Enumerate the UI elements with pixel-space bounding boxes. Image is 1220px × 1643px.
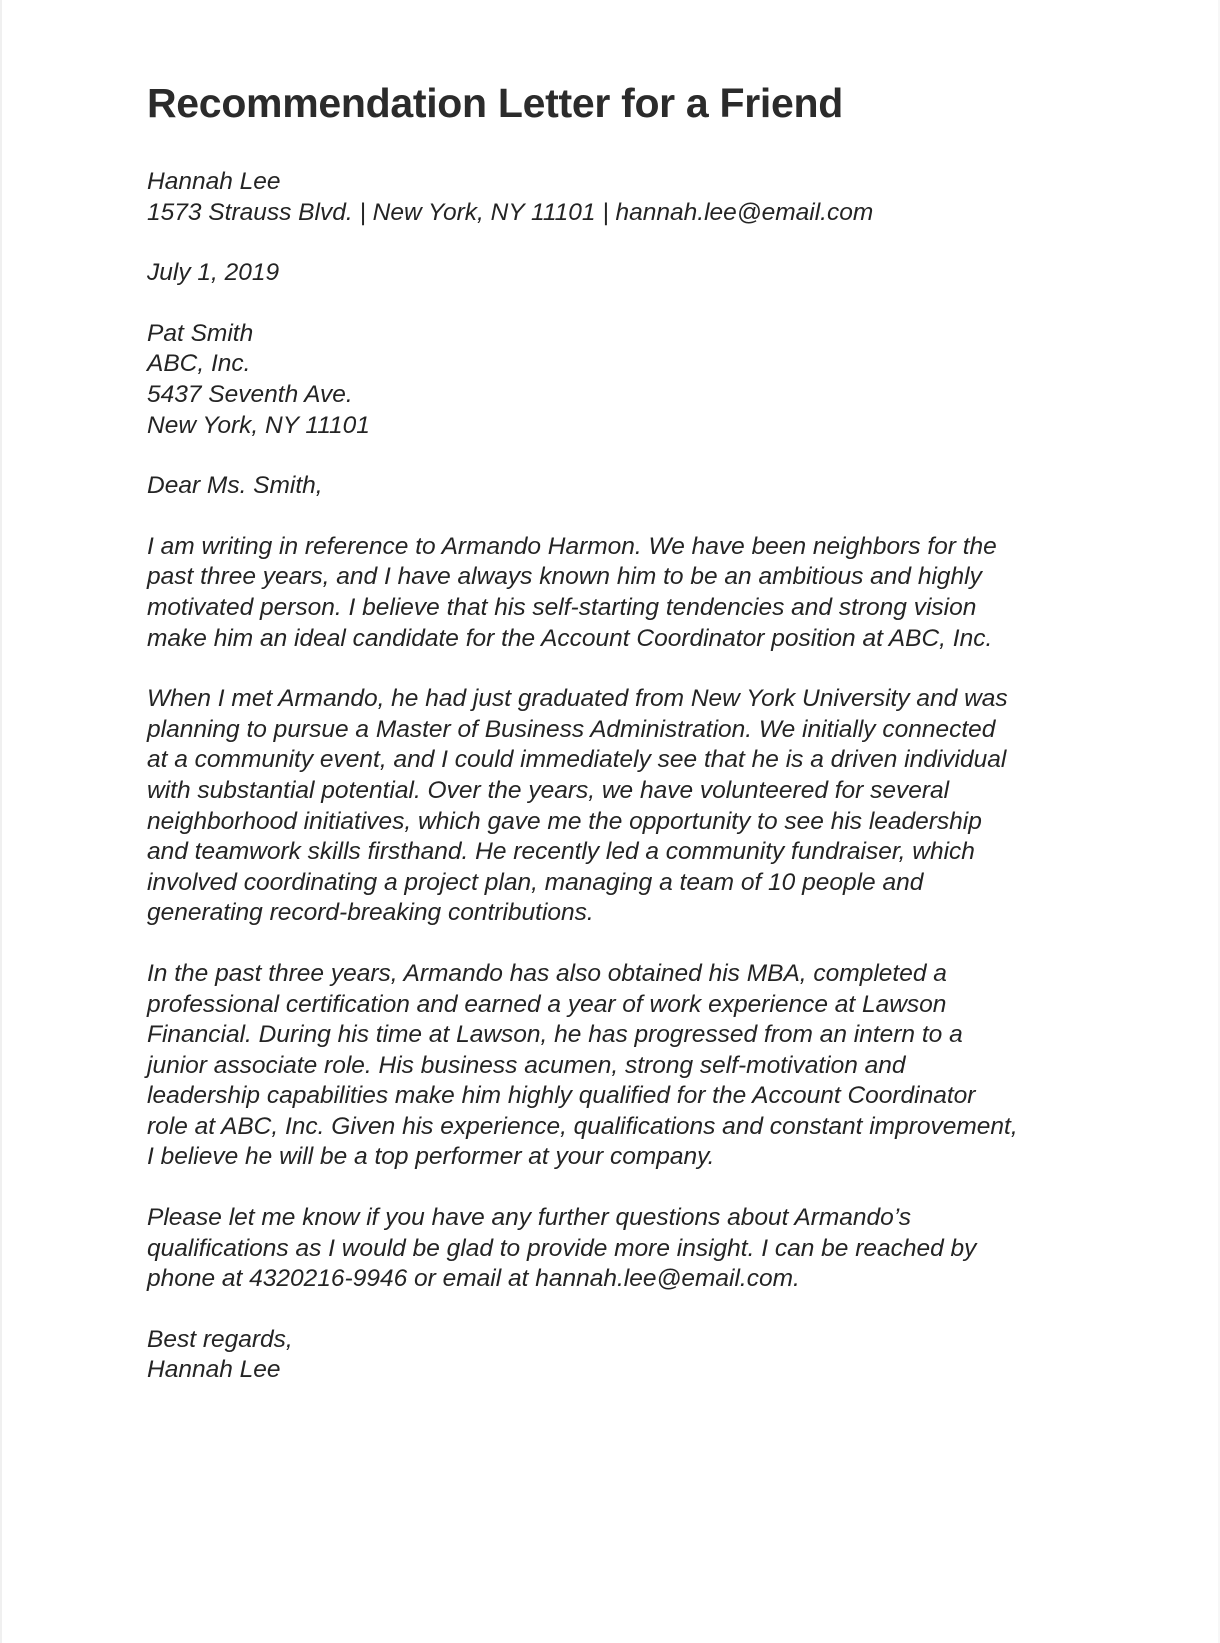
letter-date: July 1, 2019 — [147, 259, 280, 287]
page-title: Recommendation Letter for a Friend — [147, 80, 844, 126]
signature-name: Hannah Lee — [147, 1356, 281, 1384]
body-paragraph-1: I am writing in reference to Armando Harmon. We have been neighbors for the past three years, and I have always known him to be an ambitious and highly motivated person. I believe that his self-starting tendencies and strong vision make him an ideal candidate for the Account Coordinator position at ABC, Inc. — [147, 532, 997, 652]
sender-name: Hannah Lee — [147, 168, 281, 196]
salutation-block — [147, 471, 1019, 502]
body-paragraph-4: Please let me know if you have any further questions about Armando’s qualifications as I would be glad to provide more insight. I can be reached by phone at 4320216-9946 or email at hannah.lee@email.com. — [147, 1204, 977, 1293]
body-paragraph-3: In the past three years, Armando has also obtained his MBA, completed a professional certification and earned a year of work experience at Lawson Financial. During his time at Lawson, he has progressed from an intern to a junior associate role. His business acumen, strong self-motivation and leadership capabilities make him highly qualified for the Account Coordinator role at ABC, Inc. Given his experience, qualifications and constant improvement, I believe he will be a top performer at your company. — [147, 959, 1018, 1171]
sender-address-block — [147, 167, 1019, 228]
closing-block — [147, 1325, 1019, 1386]
body-paragraph-2: When I met Armando, he had just graduated from New York University and was planning to pursue a Master of Business Administration. We initially connected at a community event, and I could immediately see that he is a driven individual with substantial potential. Over the years, we have volunteered for several neighborhood initiatives, which gave me the opportunity to see his leadership and teamwork skills firsthand. He recently led a community fundraiser, which involved coordinating a project plan, managing a team of 10 people and generating record-breaking contributions. — [147, 685, 1008, 927]
letter-date-block — [147, 258, 1019, 289]
recipient-address-block — [147, 319, 1019, 441]
recipient-city-state-zip: New York, NY 11101 — [147, 411, 370, 439]
recipient-name: Pat Smith — [147, 319, 254, 347]
letter-content — [147, 0, 1019, 1386]
sender-contact-line: 1573 Strauss Blvd. | New York, NY 11101 | hannah.lee@email.com — [147, 198, 874, 226]
recipient-street: 5437 Seventh Ave. — [147, 381, 353, 409]
salutation-text: Dear Ms. Smith, — [147, 472, 323, 500]
recipient-company: ABC, Inc. — [147, 350, 251, 378]
valediction: Best regards, — [147, 1325, 293, 1353]
